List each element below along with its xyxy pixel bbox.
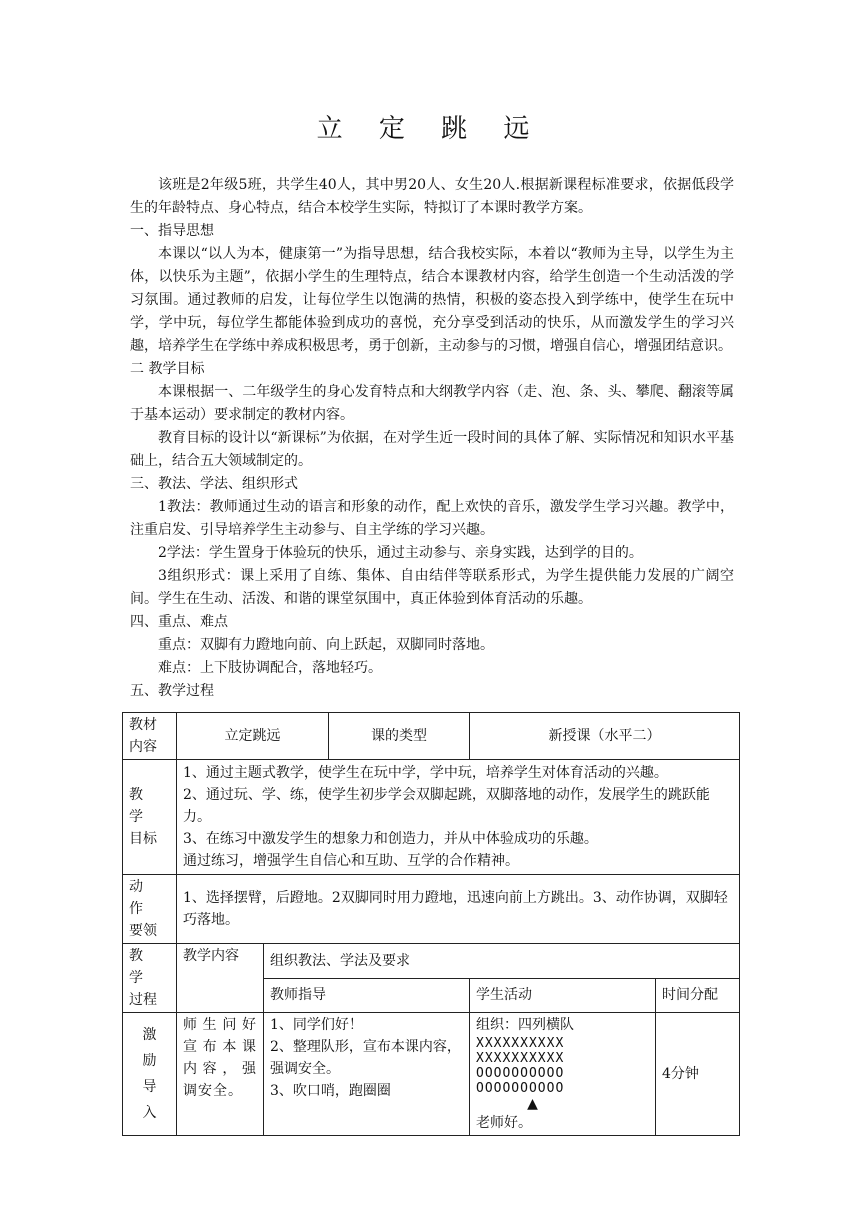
time-cell: 4分钟 bbox=[656, 1013, 740, 1136]
label-cell: 教 学 目标 bbox=[123, 760, 177, 875]
teaching-process-table bbox=[122, 712, 740, 1136]
table-row bbox=[123, 944, 740, 979]
section-heading-guiding-ideology: 一、指导思想 bbox=[130, 223, 214, 239]
methods-learning: 2学法：学生置身于体验玩的快乐，通过主动参与、亲身实践，达到学的目的。 bbox=[158, 545, 643, 561]
table-row bbox=[123, 875, 740, 944]
teaching-goals-paragraph-1: 本课根据一、二年级学生的身心发育特点和大纲教学内容（走、泡、条、头、攀爬、翻滚等属于基本运动）要求制定的教材内容。 bbox=[130, 384, 734, 423]
teacher-position-icon: ▲ bbox=[527, 1096, 538, 1112]
goal-item: 通过练习，增强学生自信心和互助、互学的合作精神。 bbox=[183, 853, 519, 869]
document-body bbox=[130, 174, 734, 703]
goal-item: 1、通过主题式教学，使学生在玩中学，学中玩，培养学生对体育活动的兴趣。 bbox=[183, 765, 668, 781]
teacher-guidance-cell bbox=[264, 1013, 470, 1136]
student-greeting: 老师好。 bbox=[476, 1115, 532, 1131]
action-essentials-cell: 1、选择摆臂，后蹬地。2双脚同时用力蹬地，迅速向前上方跳出。3、动作协调，双脚轻巧落地。 bbox=[177, 875, 740, 944]
lesson-type-label: 课的类型 bbox=[329, 713, 470, 760]
intro-paragraph: 该班是2年级5班，共学生40人，其中男20人、女生20人.根据新课程标准要求，依据低段学生的年龄特点、身心特点，结合本校学生实际，特拟订了本课时教学方案。 bbox=[130, 177, 734, 216]
teacher-step: 1、同学们好！ bbox=[270, 1017, 363, 1033]
methods-organization: 3组织形式：课上采用了自练、集体、自由结伴等联系形式，为学生提供能力发展的广阔空间。学生在生动、活泼、和谐的课堂氛围中，真正体验到体育活动的乐趣。 bbox=[130, 568, 734, 607]
lesson-type-value: 新授课（水平二） bbox=[470, 713, 740, 760]
material-content-cell: 立定跳远 bbox=[177, 713, 329, 760]
formation-row: OOOOOOOOOO bbox=[476, 1066, 565, 1081]
formation-row: XXXXXXXXXX bbox=[476, 1036, 565, 1051]
table-row bbox=[123, 760, 740, 875]
section-heading-methods: 三、教法、学法、组织形式 bbox=[130, 476, 298, 492]
table-row bbox=[123, 713, 740, 760]
page-title: 立 定 跳 远 bbox=[316, 114, 544, 144]
teaching-goals-cell bbox=[177, 760, 740, 875]
guiding-ideology-paragraph: 本课以“以人为本，健康第一”为指导思想，结合我校实际，本着以“教师为主导，以学生为主体，以快乐为主题”，依据小学生的生理特点，结合本课教材内容，给学生创造一个生动活泼的学习氛围。通过教师的启发，让每位学生以饱满的热情，积极的姿态投入到学练中，使学生在玩中学，学中玩，每位学生都能体验到成功的喜悦，充分享受到活动的快乐，从而激发学生的学习兴趣，培养学生在学练中养成积极思考，勇于创新，主动参与的习惯，增强自信心，增强团结意识。 bbox=[130, 246, 734, 354]
label-cell: 教 学 过程 bbox=[123, 944, 177, 1013]
key-point: 重点：双脚有力蹬地向前、向上跃起，双脚同时落地。 bbox=[158, 637, 494, 653]
stage-cell: 激 励 导 入 bbox=[123, 1013, 177, 1136]
content-cell: 师生问好宣布本课内容，强调安全。 bbox=[177, 1013, 264, 1136]
section-heading-teaching-goals: 二 教学目标 bbox=[130, 361, 205, 377]
content-header: 教学内容 bbox=[177, 944, 264, 1013]
label-cell: 动 作 要领 bbox=[123, 875, 177, 944]
teacher-step: 2、整理队形，宣布本课内容，强调安全。 bbox=[270, 1039, 461, 1077]
time-allocation-header: 时间分配 bbox=[656, 978, 740, 1013]
table-row bbox=[123, 1013, 740, 1136]
methods-teaching: 1教法：教师通过生动的语言和形象的动作，配上欢快的音乐，激发学生学习兴趣。教学中，注重启发、引导培养学生主动参与、自主学练的学习兴趣。 bbox=[130, 499, 734, 538]
student-activity-header: 学生活动 bbox=[470, 978, 656, 1013]
goal-item: 2、通过玩、学、练，使学生初步学会双脚起跳，双脚落地的动作，发展学生的跳跃能力。 bbox=[183, 787, 710, 825]
method-header: 组织教法、学法及要求 bbox=[264, 944, 740, 979]
goal-item: 3、在练习中激发学生的想象力和创造力，并从中体验成功的乐趣。 bbox=[183, 831, 598, 847]
teacher-step: 3、吹口哨，跑圈圈 bbox=[270, 1083, 391, 1099]
student-activity-cell bbox=[470, 1013, 656, 1136]
label-cell: 教材 内容 bbox=[123, 713, 177, 760]
section-heading-process: 五、教学过程 bbox=[130, 683, 214, 699]
difficult-point: 难点：上下肢协调配合，落地轻巧。 bbox=[158, 660, 382, 676]
teacher-guidance-header: 教师指导 bbox=[264, 978, 470, 1013]
formation-row: OOOOOOOOOO bbox=[476, 1081, 565, 1096]
section-heading-key-points: 四、重点、难点 bbox=[130, 614, 228, 630]
formation-row: XXXXXXXXXX bbox=[476, 1051, 565, 1066]
formation-label: 组织：四列横队 bbox=[476, 1017, 574, 1033]
teaching-goals-paragraph-2: 教育目标的设计以“新课标”为依据，在对学生近一段时间的具体了解、实际情况和知识水平基础上，结合五大领域制定的。 bbox=[130, 430, 734, 469]
